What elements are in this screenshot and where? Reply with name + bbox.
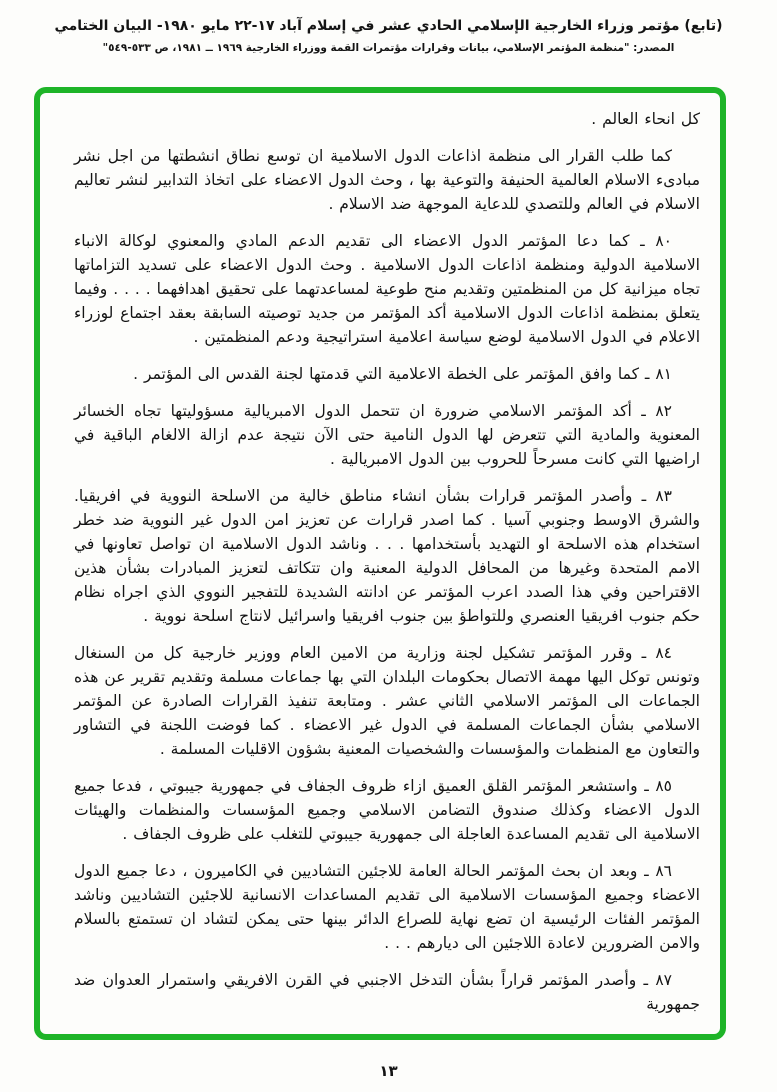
page-number: ١٣: [379, 1062, 398, 1080]
document-body: [40, 93, 720, 1016]
paragraph-87: ٨٧ ـ وأصدر المؤتمر قراراً بشأن التدخل الاجنبي في القرن الافريقي واستمرار العدوان ضد جمهورية: [74, 971, 700, 1013]
paragraph-continuation-line: كل انحاء العالم .: [591, 110, 700, 128]
paragraph-82: ٨٢ ـ أكد المؤتمر الاسلامي ضرورة ان تتحمل الدول الامبريالية مسؤوليتها تجاه الخسائر المعنوية والمادية التي تتعرض لها الدول النامية حتى الآن نتيجة عدم ازالة الالغام الباقية في اراضيها التي كانت مسرحاً للحروب بين الدول الامبريالية .: [74, 402, 700, 468]
paragraph-84: ٨٤ ـ وقرر المؤتمر تشكيل لجنة وزارية من الامين العام ووزير خارجية كل من السنغال وتونس توكل اليها مهمة الاتصال بحكومات البلدان التي بها جماعات مسلمة وتقديم تقرير عن هذه الجماعات الى المؤتمر الاسلامي الثاني عشر . ومتابعة تنفيذ القرارات الصادرة عن المؤتمر الاسلامي بشأن الجماعات المسلمة في الدول غير الاعضاء . كما فوضت اللجنة في التشاور والتعاون مع المنظمات والمؤسسات والشخصيات المعنية بشؤون الاقليات المسلمة .: [74, 644, 700, 758]
document-source-line: المصدر: "منظمة المؤتمر الإسلامي، بيانات وقرارات مؤتمرات القمة ووزراء الخارجية ١٩٦٩ ــ ١٩٨١، ص ٥٣٣-٥٤٩": [102, 42, 675, 54]
paragraph-80: ٨٠ ـ كما دعا المؤتمر الدول الاعضاء الى تقديم الدعم المادي والمعنوي لوكالة الانباء الاسلامية الدولية ومنظمة اذاعات الدول الاسلامية . وحث الدول الاعضاء على تسديد التزاماتها تجاه ميزانية كل من المنظمتين وتقديم منح طوعية لمساعدتهما على تحقيق اهدافهما . . . . وفيما يتعلق بمنظمة اذاعات الدول الاسلامية أكد المؤتمر من جديد توصيته السابقة بعقد اجتماع لوزراء الاعلام في الدول الاسلامية لوضع سياسة اعلامية استراتيجية ودعم المنظمتين .: [74, 232, 700, 346]
document-header: [0, 0, 777, 54]
document-footer: [0, 1061, 777, 1080]
paragraph-83: ٨٣ ـ وأصدر المؤتمر قرارات بشأن انشاء مناطق خالية من الاسلحة النووية في افريقيا. والشرق الاوسط وجنوبي آسيا . كما اصدر قرارات عن تعزيز امن الدول غير النووية ضد خطر استخدام هذه الاسلحة او التهديد بأستخدامها . . . وناشد الدول الاسلامية ان تواصل تعاونها في الامم المتحدة وغيرها من المحافل الدولية المعنية وان تتكاتف لتعزيز المبادرات بشأن هذين الاقتراحين وفي هذا الصدد اعرب المؤتمر عن ادانته الشديدة للتفجير النووي الذي اجراه نظام حكم جنوب افريقيا العنصري وللتواطؤ بين جنوب افريقيا واسرائيل لانتاج اسلحة نووية .: [74, 487, 700, 625]
paragraph-85: ٨٥ ـ واستشعر المؤتمر القلق العميق ازاء ظروف الجفاف في جمهورية جيبوتي ، فدعا جميع الدول الاعضاء وكذلك صندوق التضامن الاسلامي وجميع المؤسسات والمنظمات والهيئات الاسلامية الى تقديم المساعدة العاجلة الى جمهورية جيبوتي للتغلب على ظروف الجفاف .: [74, 777, 700, 843]
paragraph-intro: كما طلب القرار الى منظمة اذاعات الدول الاسلامية ان توسع نطاق انشطتها من اجل نشر مبادىء الاسلام العالمية الحنيفة والتوعية بها ، وحث الدول الاعضاء على اتخاذ التدابير لنشر تعاليم الاسلام في العالم وللتصدي للدعاية الموجهة ضد الاسلام .: [74, 147, 700, 213]
paragraph-86: ٨٦ ـ وبعد ان بحث المؤتمر الحالة العامة للاجئين التشاديين في الكاميرون ، دعا جميع الدول الاعضاء وجميع المؤسسات الاسلامية الى تقديم المساعدات الانسانية للاجئين التشاديين وناشد المؤتمر الفئات الرئيسية ان تضع نهاية للصراع الدائر بينها حتى يمكن لتشاد ان تستمتع بالسلام والامن الضرورين لاعادة اللاجئين الى ديارهم . . .: [74, 862, 700, 952]
green-highlight-border: [34, 87, 726, 1040]
paragraph-81: ٨١ ـ كما وافق المؤتمر على الخطة الاعلامية التي قدمتها لجنة القدس الى المؤتمر .: [133, 365, 672, 383]
document-title: (تابع) مؤتمر وزراء الخارجية الإسلامي الحادي عشر في إسلام آباد ١٧-٢٢ مايو ١٩٨٠- البيان الختامي: [54, 18, 723, 34]
